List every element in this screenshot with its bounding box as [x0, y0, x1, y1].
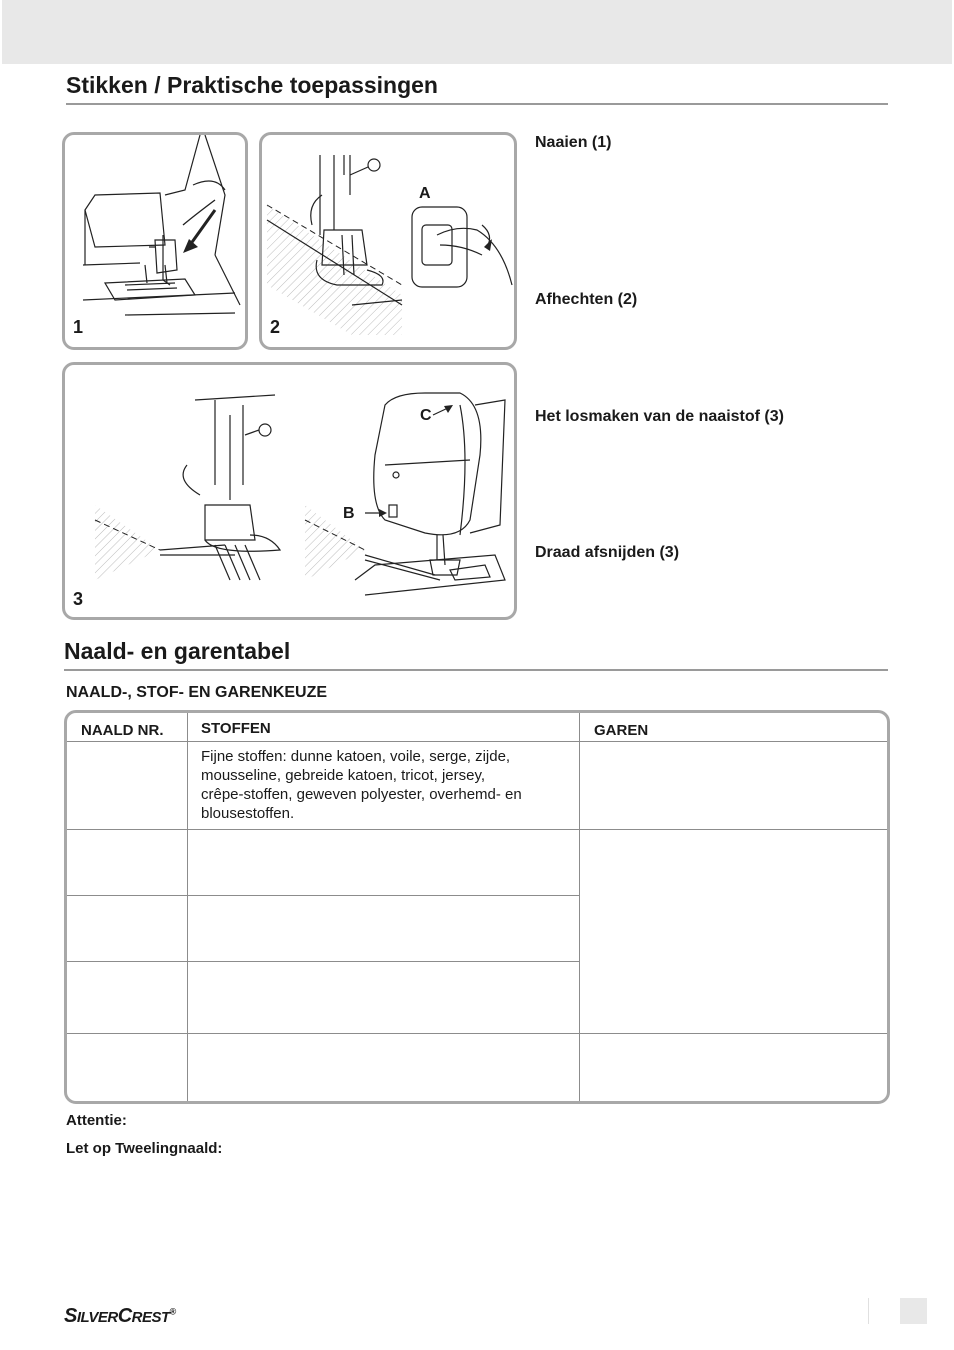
section-title-needle-thread-table: Naald- en garentabel — [64, 638, 888, 671]
registered-mark: ® — [169, 1306, 176, 1317]
silvercrest-logo — [64, 1305, 176, 1328]
logo-letters: ILVER — [76, 1309, 118, 1326]
header-band — [2, 0, 952, 64]
figure-3-label-b: B — [343, 505, 355, 522]
logo-letter: C — [117, 1305, 132, 1327]
figure-1-frame — [62, 132, 248, 350]
table-row-divider — [67, 829, 887, 830]
table-row-divider — [67, 1033, 887, 1034]
table-divider-col1 — [187, 713, 188, 1101]
table-cell-line: crêpe-stoffen, geweven polyester, overhemd- en — [201, 786, 522, 803]
figure-3-number: 3 — [73, 589, 84, 609]
fabric-release-thread-cut-illustration — [65, 365, 514, 617]
figure-2-label-a: A — [419, 185, 431, 202]
table-row-divider — [67, 895, 579, 896]
table-cell-line: blousestoffen. — [201, 805, 295, 822]
figure-3-label-c: C — [420, 407, 432, 424]
figure-2-number: 2 — [270, 317, 281, 337]
table-row-divider — [67, 961, 579, 962]
table-cell-line: Fijne stoffen: dunne katoen, voile, serge, zijde, — [201, 748, 511, 765]
table-header-needle-number: NAALD NR. — [81, 722, 164, 739]
figure-3-frame — [62, 362, 517, 620]
table-cell-line: mousseline, gebreide katoen, tricot, jersey, — [201, 767, 486, 784]
label-backstitch: Afhechten (2) — [535, 291, 638, 308]
table-cell-fine-fabrics — [201, 747, 522, 823]
label-sewing: Naaien (1) — [535, 134, 612, 151]
logo-letters: REST — [131, 1309, 170, 1326]
logo-letter: S — [64, 1305, 77, 1327]
needle-thread-table — [64, 710, 890, 1104]
figure-2-frame — [259, 132, 517, 350]
presser-foot-reverse-illustration — [262, 135, 514, 347]
table-divider-col2 — [579, 713, 580, 1101]
note-twin-needle: Let op Tweelingnaald: — [66, 1140, 223, 1157]
table-header-threads: GAREN — [594, 722, 649, 739]
figure-1-number: 1 — [73, 317, 84, 337]
label-release-fabric: Het losmaken van de naaistof (3) — [535, 408, 784, 425]
footer-separator — [868, 1298, 869, 1324]
section-title-stitching: Stikken / Praktische toepassingen — [66, 72, 888, 105]
sewing-machine-front-illustration — [65, 135, 245, 347]
note-attention: Attentie: — [66, 1112, 127, 1129]
table-header-fabrics: STOFFEN — [201, 720, 271, 737]
table-header-divider — [67, 741, 887, 742]
label-cut-thread: Draad afsnijden (3) — [535, 544, 680, 561]
table-subheading: NAALD-, STOF- EN GARENKEUZE — [66, 684, 328, 701]
page-number-box — [900, 1298, 927, 1324]
